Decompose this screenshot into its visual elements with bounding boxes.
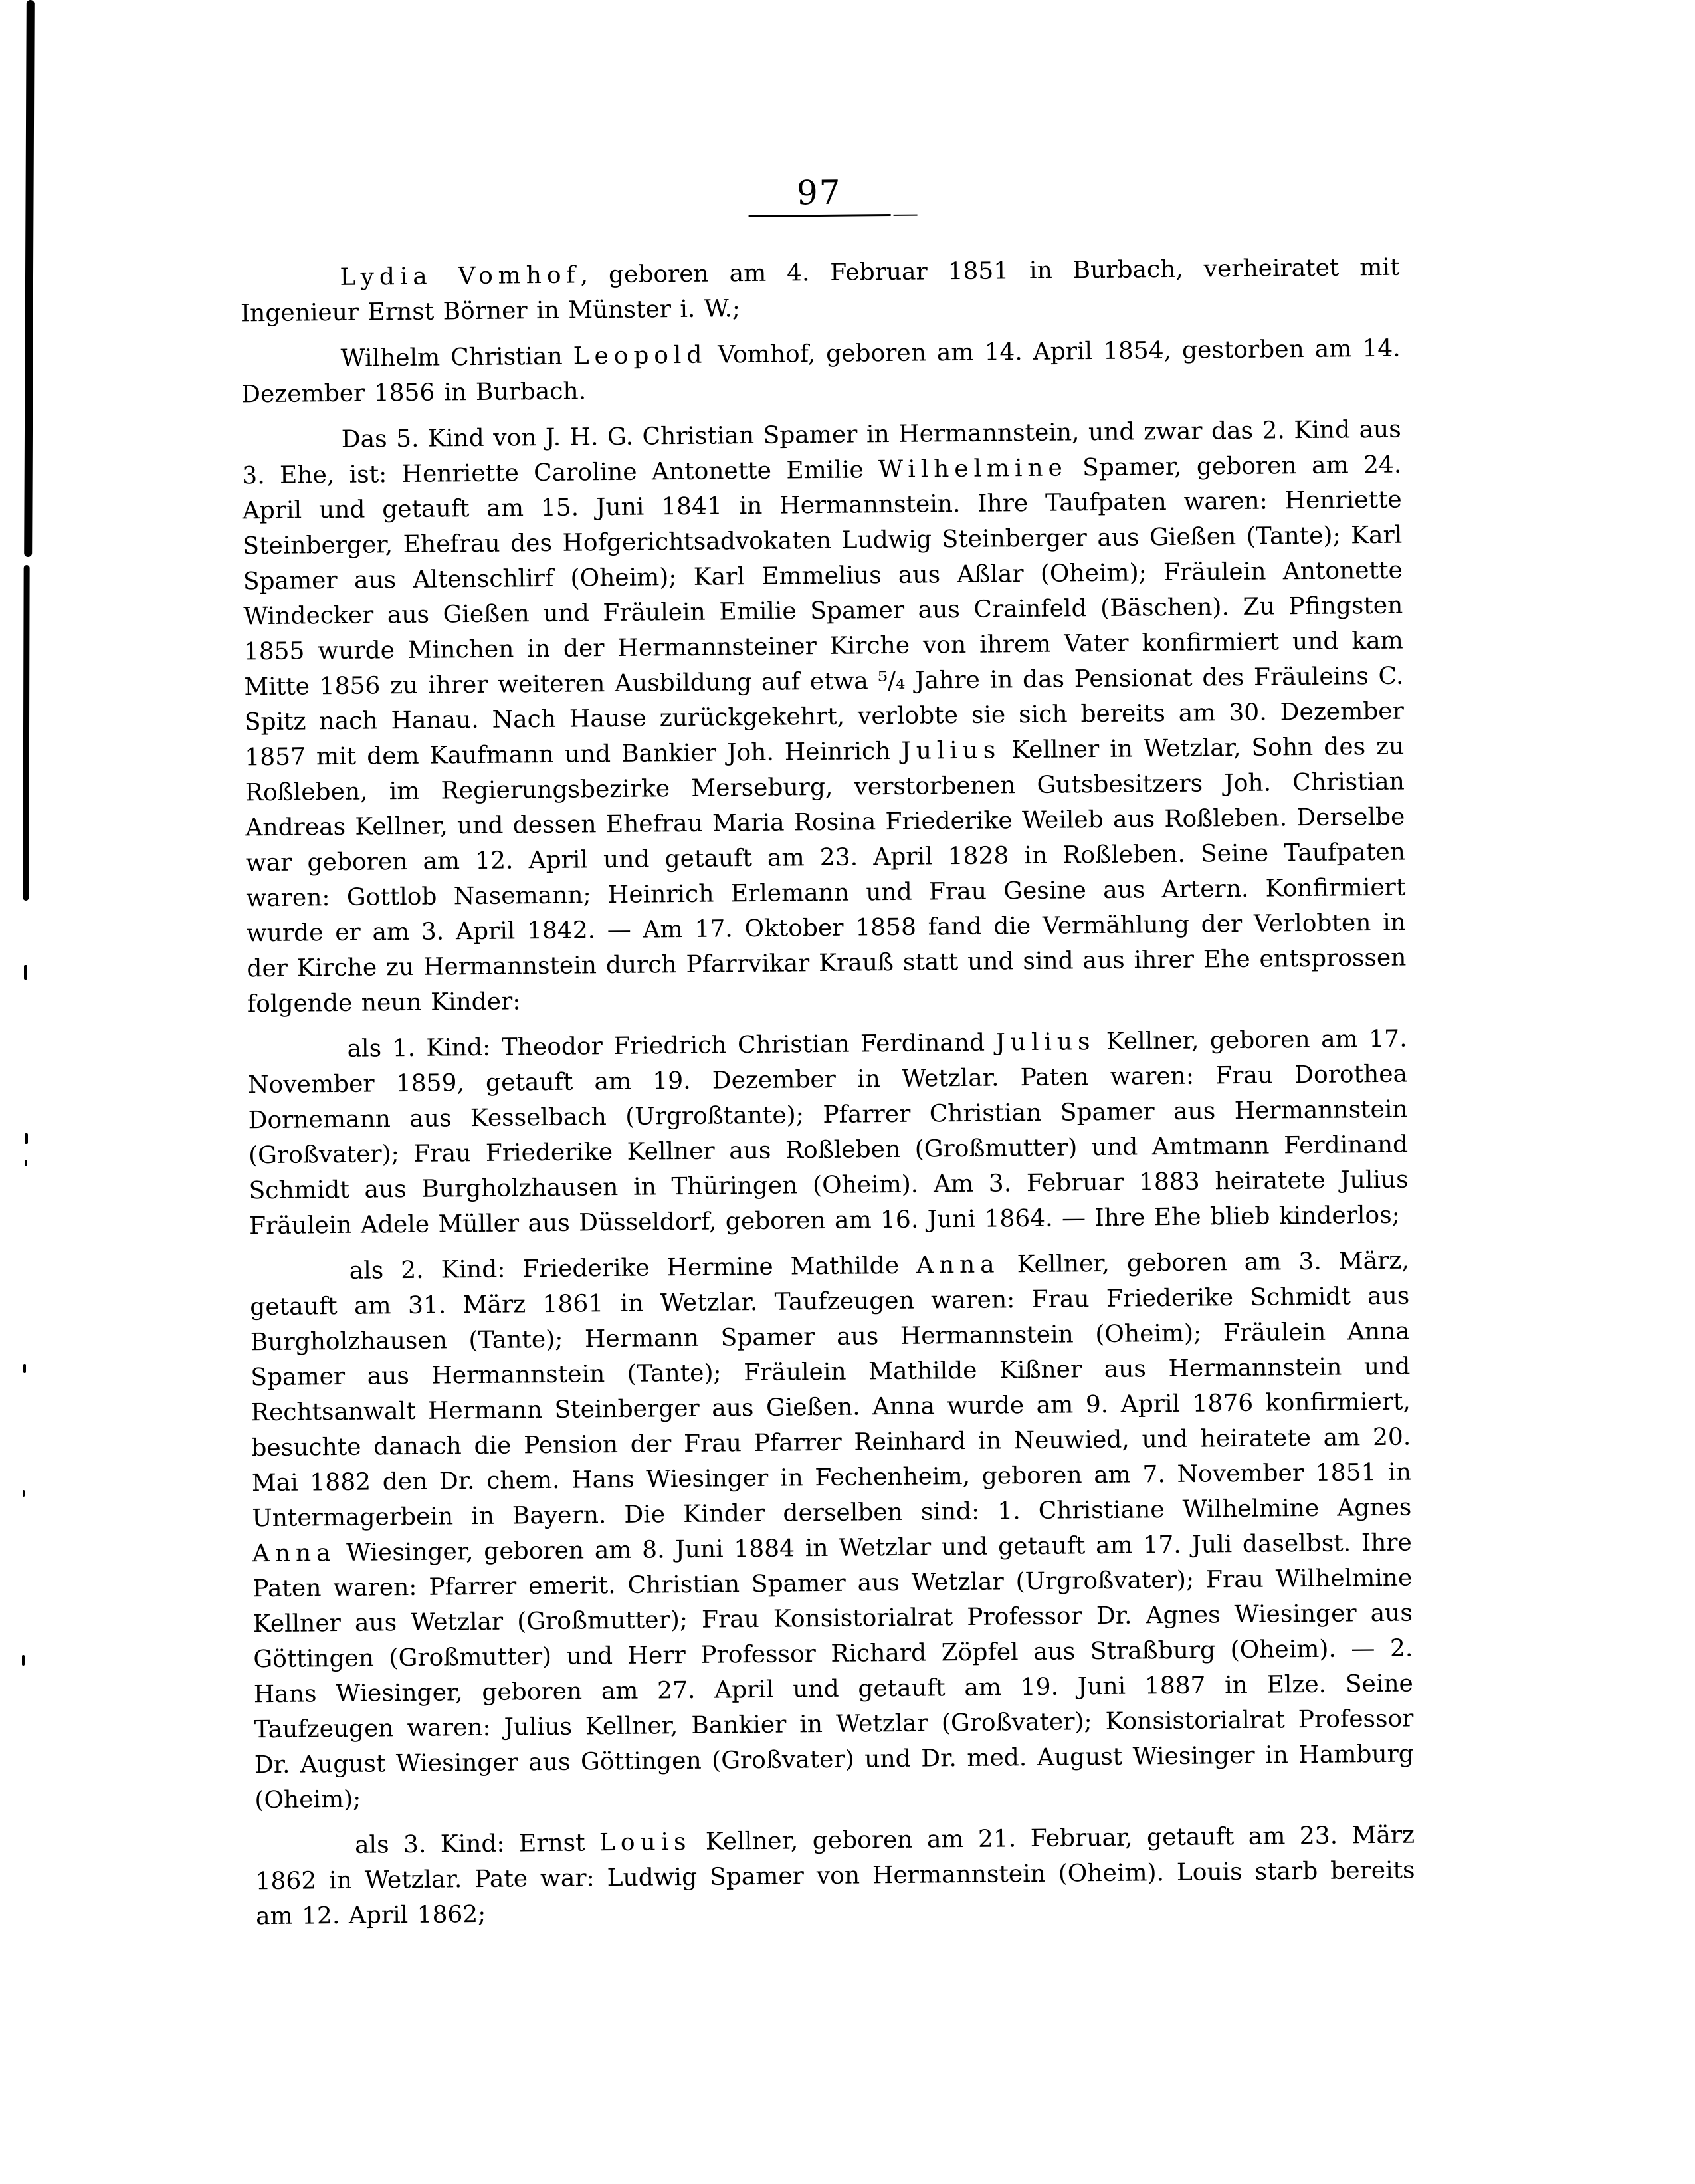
text-segment: Kellner, geboren am 17. November 1859, getauft am 19. Dezember in Wetzlar. Paten waren: Frau Dorothea Dornemann aus Kesselbach (Urgroßtante); Pfarrer Christian Spamer aus Hermannstein (Großvater); Frau Friederike Kellner aus Roßleben (Großmutter) und Amtmann Ferdinand Schmidt aus Burgholzhausen in Thüringen (Oheim). Am 3. Februar 1883 heiratete Julius Fräulein Adele Müller aus Düsseldorf, geboren am 16. Juni 1864. — Ihre Ehe blieb kinderlos; xyxy=(247,1025,1409,1240)
text-segment: Wiesinger, geboren am 8. Juni 1884 in Wetzlar und getauft am 17. Juli daselbst. Ihre Paten waren: Pfarrer emerit. Christian Spamer aus Wetzlar (Urgroßvater); Frau Wilhelmine Kellner aus Wetzlar (Großmutter); Frau Konsistorialrat Professor Dr. Agnes Wiesinger aus Göttingen (Großmutter) und Herr Professor Richard Zöpfel aus Straßburg (Oheim). — 2. Hans Wiesinger, geboren am 27. April und getauft am 19. Juni 1887 in Elze. Seine Taufzeugen waren: Julius Kellner, Bankier in Wetzlar (Großvater); Konsistorialrat Professor Dr. August Wiesinger aus Göttingen (Großvater) und Dr. med. August Wiesinger in Hamburg (Oheim); xyxy=(252,1529,1415,1814)
text-segment: Das 5. Kind von J. H. G. Christian Spamer in Hermannstein, und zwar das 2. Kind aus 3. Ehe, ist: Henriette Caroline Antonette Emilie xyxy=(242,415,1401,490)
text-segment: als 2. Kind: Friederike Hermine Mathilde xyxy=(349,1252,917,1285)
emphasized-name: Wilhelmine xyxy=(878,454,1068,484)
emphasized-name: Anna xyxy=(916,1251,1000,1279)
scan-artifact-speck xyxy=(22,1655,25,1666)
text-segment: Kellner, geboren am 21. Februar, getauft am 23. März 1862 in Wetzlar. Pate war: Ludwig Spamer von Hermannstein (Oheim). Louis starb bereits am 12. April 1862; xyxy=(255,1821,1415,1931)
paragraph-kind-2-anna-kellner xyxy=(250,1244,1415,1818)
scan-artifact-speck xyxy=(24,965,27,980)
scan-artifact-binding-line-top xyxy=(24,0,35,557)
text-body xyxy=(240,250,1415,1935)
page-header xyxy=(239,169,1399,223)
emphasized-name: Anna xyxy=(252,1539,336,1568)
scan-artifact-speck xyxy=(25,1160,27,1166)
text-segment: Wilhelm Christian xyxy=(340,342,573,372)
emphasized-name: Julius xyxy=(995,1028,1096,1057)
text-segment: Spamer, geboren am 24. April und getauft am 15. Juni 1841 in Hermannstein. Ihre Taufpaten waren: Henriette Steinberger, Ehefrau des Hofgerichtsadvokaten Ludwig Steinberger aus Gießen (Tante); Karl Spamer aus Altenschlirf (Oheim); Karl Emmelius aus Aßlar (Oheim); Fräulein Antonette Windecker aus Gießen und Fräulein Emilie Spamer aus Crainfeld (Bäschen). Zu Pfingsten 1855 wurde Minchen in der Hermannsteiner Kirche von ihrem Vater konfirmiert und kam Mitte 1856 zu ihrer weiteren Ausbildung auf etwa ⁵/₄ Jahre in das Pensionat des Fräuleins C. Spitz nach Hanau. Nach Hause zurückgekehrt, verlobte sie sich bereits am 30. Dezember 1857 mit dem Kaufmann und Bankier Joh. Heinrich xyxy=(242,451,1404,772)
emphasized-name: Julius xyxy=(901,736,1001,765)
scan-artifact-speck xyxy=(25,1133,28,1144)
text-segment: Kellner in Wetzlar, Sohn des zu Roßleben, im Regierungsbezirke Merseburg, verstorbenen Gutsbesitzers Joh. Christian Andreas Kellner, und dessen Ehefrau Maria Rosina Friederike Weileb aus Roßleben. Derselbe war geboren am 12. April und getauft am 23. April 1828 in Roßleben. Seine Taufpaten waren: Gottlob Nasemann; Heinrich Erlemann und Frau Gesine aus Artern. Konfirmiert wurde er am 3. April 1842. — Am 17. Oktober 1858 fand die Vermählung der Verlobten in der Kirche zu Hermannstein durch Pfarrvikar Krauß statt und sind aus ihrer Ehe entsprossen folgende neun Kinder: xyxy=(245,732,1407,1018)
page-number-rule xyxy=(748,214,890,217)
text-segment: , geboren am 4. Februar 1851 in Burbach, verheiratet mit Ingenieur Ernst Börner in Münster i. W.; xyxy=(240,253,1400,328)
emphasized-name: Leopold xyxy=(573,341,708,370)
paragraph-henriette-spamer xyxy=(242,412,1407,1022)
paragraph-wilhelm-vomhof xyxy=(241,331,1401,413)
text-segment: als 3. Kind: Ernst xyxy=(354,1829,600,1859)
paragraph-kind-3-louis-kellner xyxy=(255,1818,1415,1935)
scan-artifact-binding-line-bottom xyxy=(23,565,29,901)
paragraph-lydia-vomhof xyxy=(240,250,1400,332)
text-segment: Kellner, geboren am 3. März, getauft am 31. März 1861 in Wetzlar. Taufzeugen waren: Frau Friederike Schmidt aus Burgholzhausen (Tante); Hermann Spamer aus Hermannstein (Oheim); Fräulein Anna Spamer aus Hermannstein (Tante); Fräulein Mathilde Kißner aus Hermannstein und Rechtsanwalt Hermann Steinberger aus Gießen. Anna wurde am 9. April 1876 konfirmiert, besuchte danach die Pension der Frau Pfarrer Reinhard in Neuwied, und heiratete am 20. Mai 1882 den Dr. chem. Hans Wiesinger in Fechenheim, geboren am 7. November 1851 in Untermagerbein in Bayern. Die Kinder derselben sind: 1. Christiane Wilhelmine Agnes xyxy=(250,1247,1412,1533)
paragraph-kind-1-julius-kellner xyxy=(247,1022,1409,1244)
scan-artifact-speck xyxy=(23,1364,26,1373)
text-segment: als 1. Kind: Theodor Friedrich Christian Ferdinand xyxy=(347,1029,996,1063)
emphasized-name: Louis xyxy=(599,1828,692,1857)
scan-artifact-speck xyxy=(23,1490,25,1497)
page-number-rule-dash xyxy=(893,215,917,216)
page-content xyxy=(239,169,1415,1935)
page-number: 97 xyxy=(796,173,842,213)
text-segment: Vomhof, geboren am 14. April 1854, gestorben am 14. Dezember 1856 in Burbach. xyxy=(241,334,1401,409)
emphasized-name: Lydia Vomhof xyxy=(340,261,581,291)
